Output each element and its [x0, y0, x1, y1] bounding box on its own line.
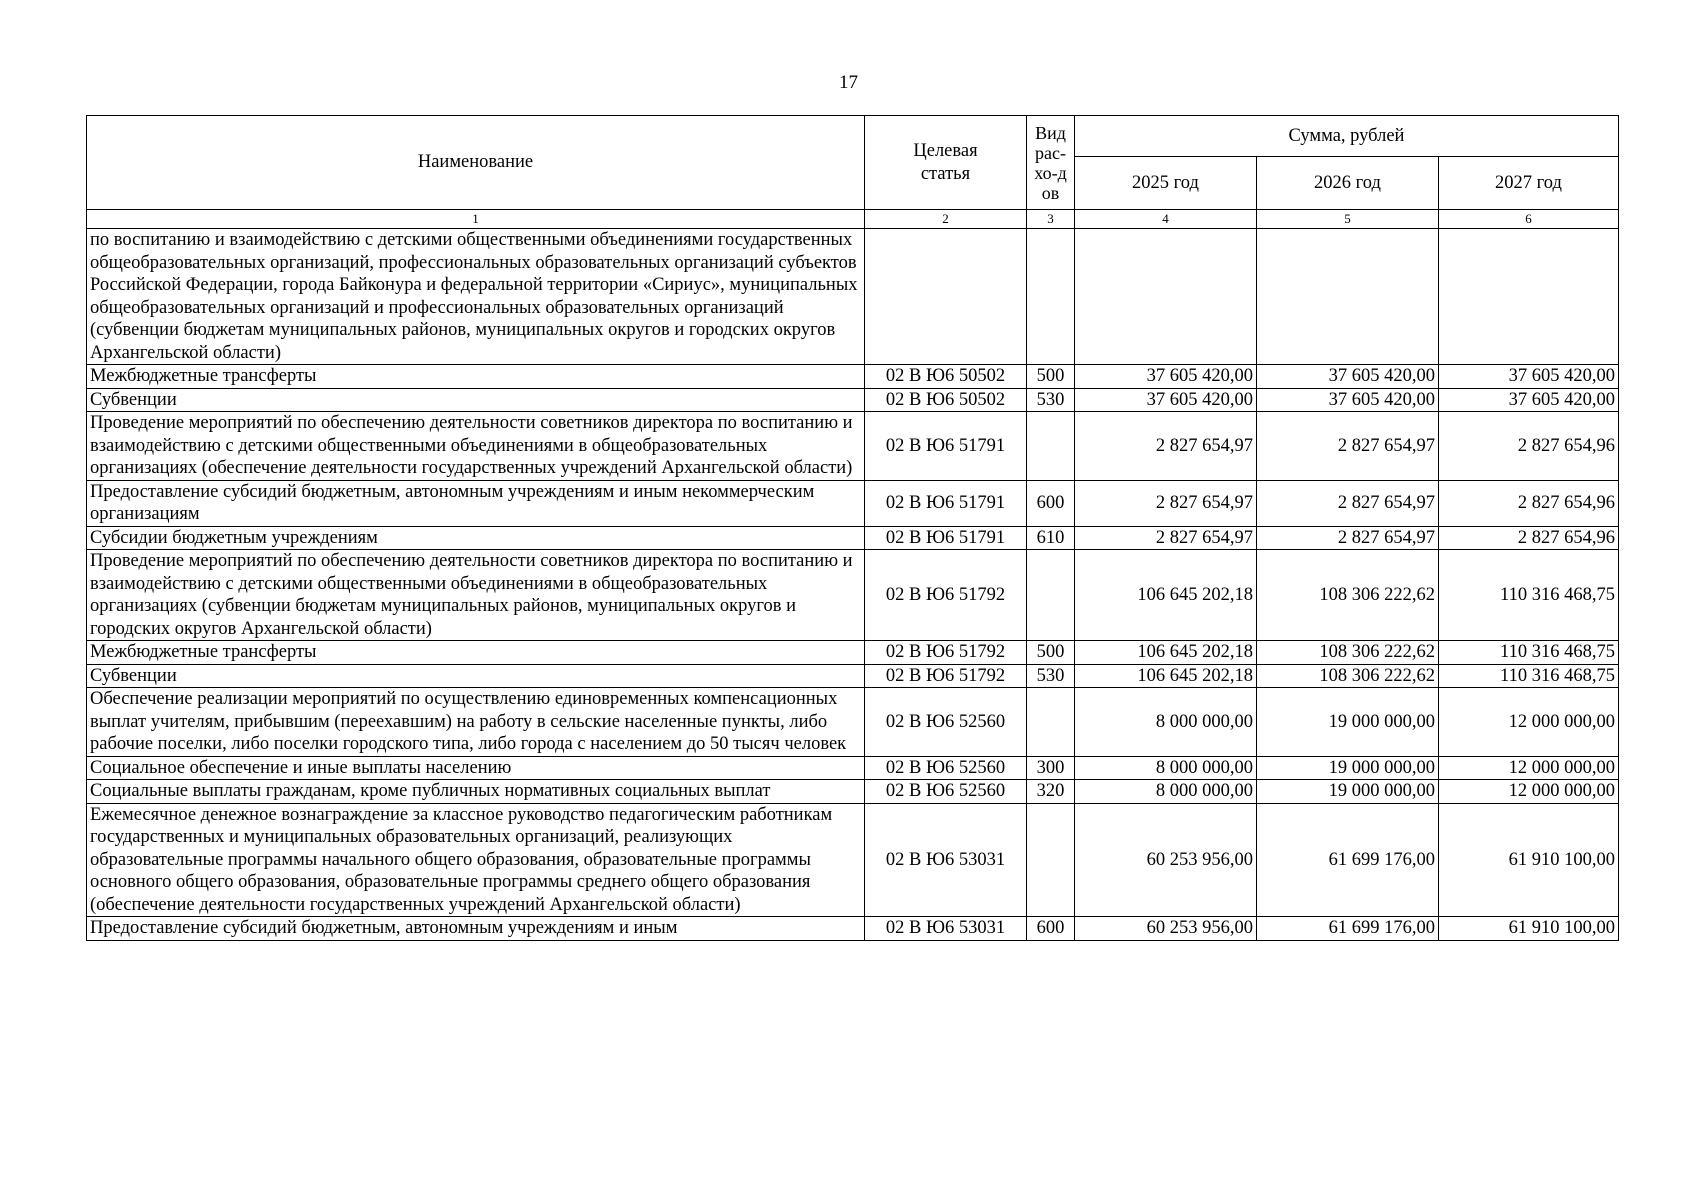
row-name: Межбюджетные трансферты — [87, 641, 865, 665]
row-expense-type: 530 — [1027, 388, 1075, 412]
row-amount-2026: 61 699 176,00 — [1257, 803, 1439, 917]
row-target-article: 02 В Ю6 51791 — [865, 412, 1027, 481]
row-name: по воспитанию и взаимодействию с детскими общественными объединениями государственных общеобразовательных организаций, профессиональных образовательных организаций субъектов Российской Федерации, города Байконура и федеральной территории «Сириус», муниципальных общеобразовательных организаций и профессиональных образовательных организаций (субвенции бюджетам муниципальных районов, муниципальных округов и городских округов Архангельской области) — [87, 229, 865, 365]
row-amount-2026: 37 605 420,00 — [1257, 388, 1439, 412]
row-amount-2025: 2 827 654,97 — [1075, 412, 1257, 481]
budget-table — [86, 115, 1619, 941]
row-name: Субсидии бюджетным учреждениям — [87, 526, 865, 550]
column-number: 6 — [1439, 210, 1619, 229]
row-amount-2025: 106 645 202,18 — [1075, 641, 1257, 665]
table-row — [87, 480, 1619, 526]
row-name: Предоставление субсидий бюджетным, автономным учреждениям и иным некоммерческим организациям — [87, 480, 865, 526]
row-expense-type: 500 — [1027, 365, 1075, 389]
row-amount-2027: 110 316 468,75 — [1439, 550, 1619, 641]
row-amount-2027: 37 605 420,00 — [1439, 365, 1619, 389]
row-amount-2026: 61 699 176,00 — [1257, 917, 1439, 941]
row-amount-2025: 8 000 000,00 — [1075, 756, 1257, 780]
header-name: Наименование — [87, 116, 865, 210]
row-expense-type: 300 — [1027, 756, 1075, 780]
table-row — [87, 641, 1619, 665]
table-row — [87, 917, 1619, 941]
row-amount-2027: 110 316 468,75 — [1439, 664, 1619, 688]
row-amount-2025: 37 605 420,00 — [1075, 388, 1257, 412]
row-expense-type: 320 — [1027, 780, 1075, 804]
row-target-article: 02 В Ю6 50502 — [865, 388, 1027, 412]
row-amount-2027: 12 000 000,00 — [1439, 756, 1619, 780]
row-name: Социальные выплаты гражданам, кроме публичных нормативных социальных выплат — [87, 780, 865, 804]
header-year-2027: 2027 год — [1439, 157, 1619, 210]
table-row — [87, 365, 1619, 389]
row-expense-type: 500 — [1027, 641, 1075, 665]
row-amount-2025: 106 645 202,18 — [1075, 550, 1257, 641]
row-amount-2026: 2 827 654,97 — [1257, 480, 1439, 526]
table-row — [87, 664, 1619, 688]
row-expense-type: 610 — [1027, 526, 1075, 550]
row-amount-2025: 2 827 654,97 — [1075, 526, 1257, 550]
row-name: Межбюджетные трансферты — [87, 365, 865, 389]
row-amount-2025 — [1075, 229, 1257, 365]
row-amount-2025: 60 253 956,00 — [1075, 803, 1257, 917]
row-name: Субвенции — [87, 388, 865, 412]
table-row — [87, 412, 1619, 481]
row-amount-2026: 19 000 000,00 — [1257, 756, 1439, 780]
row-amount-2026: 2 827 654,97 — [1257, 412, 1439, 481]
column-number: 5 — [1257, 210, 1439, 229]
header-target-article: Целевая статья — [865, 116, 1027, 210]
row-amount-2025: 8 000 000,00 — [1075, 780, 1257, 804]
column-number: 1 — [87, 210, 865, 229]
row-amount-2026: 108 306 222,62 — [1257, 550, 1439, 641]
row-amount-2025: 37 605 420,00 — [1075, 365, 1257, 389]
row-amount-2025: 8 000 000,00 — [1075, 688, 1257, 757]
row-name: Субвенции — [87, 664, 865, 688]
row-amount-2025: 106 645 202,18 — [1075, 664, 1257, 688]
column-number: 3 — [1027, 210, 1075, 229]
row-name: Обеспечение реализации мероприятий по осуществлению единовременных компенсационных выплат учителям, прибывшим (переехавшим) на работу в сельские населенные пункты, либо рабочие поселки, либо поселки городского типа, либо города с населением до 50 тысяч человек — [87, 688, 865, 757]
column-number: 2 — [865, 210, 1027, 229]
row-amount-2027: 2 827 654,96 — [1439, 412, 1619, 481]
row-target-article: 02 В Ю6 51792 — [865, 664, 1027, 688]
row-amount-2027: 12 000 000,00 — [1439, 688, 1619, 757]
header-expense-type: Вид рас-хо-дов — [1027, 116, 1075, 210]
table-row — [87, 388, 1619, 412]
row-expense-type — [1027, 412, 1075, 481]
row-amount-2027: 2 827 654,96 — [1439, 480, 1619, 526]
header-year-2026: 2026 год — [1257, 157, 1439, 210]
row-target-article: 02 В Ю6 53031 — [865, 803, 1027, 917]
row-target-article: 02 В Ю6 51792 — [865, 641, 1027, 665]
row-target-article: 02 В Ю6 52560 — [865, 688, 1027, 757]
row-amount-2027: 61 910 100,00 — [1439, 917, 1619, 941]
row-target-article: 02 В Ю6 51791 — [865, 480, 1027, 526]
table-row — [87, 803, 1619, 917]
row-name: Проведение мероприятий по обеспечению деятельности советников директора по воспитанию и взаимодействию с детскими общественными объединениями в общеобразовательных организациях (обеспечение деятельности государственных учреждений Архангельской области) — [87, 412, 865, 481]
table-row — [87, 780, 1619, 804]
row-amount-2027: 61 910 100,00 — [1439, 803, 1619, 917]
row-amount-2026: 108 306 222,62 — [1257, 664, 1439, 688]
row-name: Предоставление субсидий бюджетным, автономным учреждениям и иным — [87, 917, 865, 941]
row-name: Проведение мероприятий по обеспечению деятельности советников директора по воспитанию и взаимодействию с детскими общественными объединениями в общеобразовательных организациях (субвенции бюджетам муниципальных районов, муниципальных округов и городских округов Архангельской области) — [87, 550, 865, 641]
row-amount-2026: 19 000 000,00 — [1257, 688, 1439, 757]
page-number: 17 — [839, 72, 858, 93]
row-target-article: 02 В Ю6 52560 — [865, 756, 1027, 780]
column-number-row — [87, 210, 1619, 229]
row-amount-2027: 2 827 654,96 — [1439, 526, 1619, 550]
row-amount-2026: 108 306 222,62 — [1257, 641, 1439, 665]
row-expense-type — [1027, 229, 1075, 365]
row-target-article: 02 В Ю6 50502 — [865, 365, 1027, 389]
row-amount-2027: 110 316 468,75 — [1439, 641, 1619, 665]
row-amount-2026 — [1257, 229, 1439, 365]
header-year-2025: 2025 год — [1075, 157, 1257, 210]
table-row — [87, 229, 1619, 365]
table-row — [87, 756, 1619, 780]
header-sum: Сумма, рублей — [1075, 116, 1619, 157]
table-row — [87, 526, 1619, 550]
row-name: Социальное обеспечение и иные выплаты населению — [87, 756, 865, 780]
row-amount-2026: 19 000 000,00 — [1257, 780, 1439, 804]
table-row — [87, 688, 1619, 757]
row-name: Ежемесячное денежное вознаграждение за классное руководство педагогическим работникам государственных и муниципальных образовательных организаций, реализующих образовательные программы начального общего образования, образовательные программы основного общего образования, образовательные программы среднего общего образования (обеспечение деятельности государственных учреждений Архангельской области) — [87, 803, 865, 917]
row-expense-type: 600 — [1027, 917, 1075, 941]
row-expense-type — [1027, 688, 1075, 757]
row-expense-type — [1027, 550, 1075, 641]
column-number: 4 — [1075, 210, 1257, 229]
row-expense-type: 530 — [1027, 664, 1075, 688]
row-amount-2025: 60 253 956,00 — [1075, 917, 1257, 941]
row-amount-2026: 37 605 420,00 — [1257, 365, 1439, 389]
row-amount-2027: 12 000 000,00 — [1439, 780, 1619, 804]
row-target-article: 02 В Ю6 53031 — [865, 917, 1027, 941]
row-amount-2025: 2 827 654,97 — [1075, 480, 1257, 526]
row-target-article: 02 В Ю6 51792 — [865, 550, 1027, 641]
row-target-article — [865, 229, 1027, 365]
row-target-article: 02 В Ю6 52560 — [865, 780, 1027, 804]
row-amount-2026: 2 827 654,97 — [1257, 526, 1439, 550]
row-expense-type: 600 — [1027, 480, 1075, 526]
row-amount-2027 — [1439, 229, 1619, 365]
row-expense-type — [1027, 803, 1075, 917]
row-target-article: 02 В Ю6 51791 — [865, 526, 1027, 550]
table-row — [87, 550, 1619, 641]
row-amount-2027: 37 605 420,00 — [1439, 388, 1619, 412]
